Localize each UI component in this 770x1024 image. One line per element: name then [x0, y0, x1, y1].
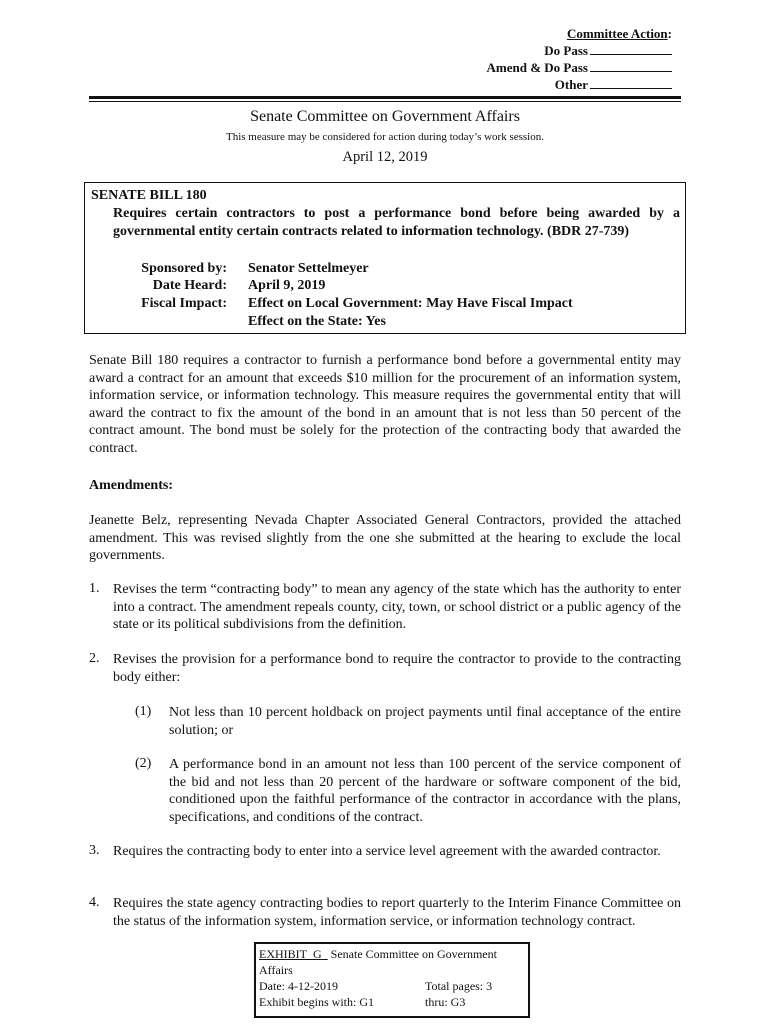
- sub-item-number: (1): [135, 704, 152, 719]
- amendments-heading: Amendments:: [89, 478, 173, 493]
- list-item: Requires the state agency contracting bodies to report quarterly to the Interim Finance Committee on the status of the information system, information service, or information technology contract.: [113, 896, 681, 929]
- committee-action-colon: :: [667, 26, 672, 41]
- sponsored-by-label: Sponsored by:: [141, 261, 227, 276]
- sub-item: A performance bond in an amount not less than 100 percent of the service component of the bid and not less than 20 percent of the hardware or software component of the bid, conditioned upon the faithful performance of the contractor in accordance with the plans, specifications, and conditions of the contract.: [169, 757, 681, 825]
- sponsored-by-value: Senator Settelmeyer: [248, 261, 369, 276]
- do-pass-blank: [590, 43, 672, 55]
- exhibit-label-text: EXHIBIT: [259, 947, 307, 961]
- committee-action-heading: Committee Action: [566, 26, 668, 41]
- exhibit-date: Date: 4-12-2019: [259, 979, 338, 993]
- amendments-intro: Jeanette Belz, representing Nevada Chapter Associated General Contractors, provided the attached amendment. This was revised slightly from the one she submitted at the hearing to exclude the local governments.: [89, 513, 681, 563]
- list-item: Revises the provision for a performance bond to require the contractor to provide to the contracting body either:: [113, 652, 681, 685]
- sub-item-number: (2): [135, 756, 152, 771]
- session-date: April 12, 2019: [342, 149, 428, 165]
- bill-title: SENATE BILL 180: [91, 188, 207, 203]
- list-item-number: 1.: [89, 581, 100, 596]
- list-item: Requires the contracting body to enter into a service level agreement with the awarded contractor.: [113, 844, 661, 859]
- date-heard-value: April 9, 2019: [248, 278, 326, 293]
- amend-do-pass-label: Amend & Do Pass: [486, 60, 588, 75]
- exhibit-total-pages: Total pages: 3: [425, 979, 493, 993]
- work-session-note: This measure may be considered for action during today’s work session.: [225, 131, 544, 143]
- date-heard-label: Date Heard:: [152, 278, 227, 293]
- exhibit-line-1: [259, 946, 525, 962]
- exhibit-label: [259, 947, 328, 961]
- committee-name: Senate Committee on Government Affairs: [250, 108, 520, 125]
- exhibit-letter: G: [313, 947, 322, 961]
- list-item-number: 2.: [89, 651, 100, 666]
- list-item: Revises the term “contracting body” to mean any agency of the state which has the authority to enter into a contract. The amendment repeals county, city, town, or school district or a public agency of the state or its political subdivisions from the definition.: [113, 582, 681, 632]
- header-rule-thin: [89, 101, 681, 102]
- fiscal-impact-state: Effect on the State: Yes: [248, 314, 386, 329]
- list-item-number: 3.: [89, 843, 100, 858]
- header-rule-thick: [89, 96, 681, 99]
- other-blank: [590, 77, 672, 89]
- fiscal-impact-label: Fiscal Impact:: [141, 296, 227, 311]
- fiscal-impact-local: Effect on Local Government: May Have Fiscal Impact: [248, 296, 573, 311]
- exhibit-begins: Exhibit begins with: G1: [259, 995, 374, 1009]
- exhibit-stamp: [254, 942, 530, 1018]
- exhibit-committee-cont: Affairs: [259, 963, 293, 977]
- bill-description: Requires certain contractors to post a performance bond before being awarded by a governmental entity certain contracts related to information technology. (BDR 27-739): [113, 206, 680, 239]
- bill-summary-paragraph: Senate Bill 180 requires a contractor to furnish a performance bond before a governmental entity may award a contract for an amount that exceeds $10 million for the procurement of an information system, information service, or information technology. This measure requires the governmental entity that will award the contract to fix the amount of the bond in an amount that is not less than 50 percent of the contract amount. The bond must be solely for the protection of the contracting body that awarded the contract.: [89, 353, 681, 456]
- other-label: Other: [554, 77, 588, 92]
- sub-item: Not less than 10 percent holdback on project payments until final acceptance of the entire solution; or: [169, 705, 681, 738]
- exhibit-committee: Senate Committee on Government: [330, 947, 497, 961]
- amend-do-pass-blank: [590, 60, 672, 72]
- do-pass-label: Do Pass: [544, 43, 588, 58]
- exhibit-thru: thru: G3: [425, 995, 466, 1009]
- committee-action-block: [487, 25, 672, 93]
- list-item-number: 4.: [89, 895, 100, 910]
